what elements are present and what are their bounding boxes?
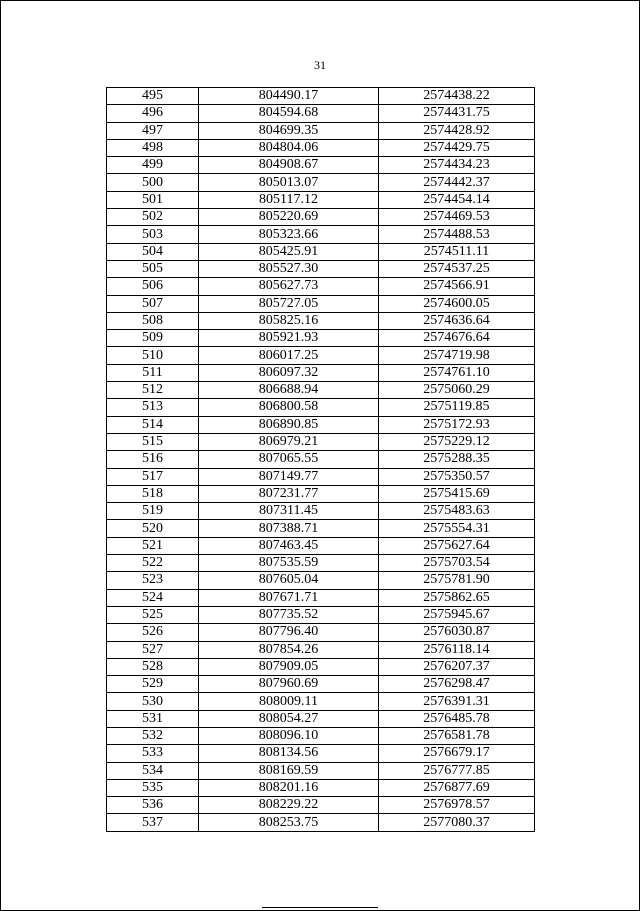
y-coordinate-cell: 2576679.17 <box>379 745 535 762</box>
y-coordinate-cell: 2575554.31 <box>379 520 535 537</box>
point-number-cell: 515 <box>107 433 199 450</box>
point-number-cell: 518 <box>107 485 199 502</box>
table-row <box>107 105 535 122</box>
x-coordinate-cell: 808201.16 <box>199 779 379 796</box>
point-number-cell: 499 <box>107 157 199 174</box>
x-coordinate-cell: 807960.69 <box>199 676 379 693</box>
y-coordinate-cell: 2575288.35 <box>379 451 535 468</box>
x-coordinate-cell: 807909.05 <box>199 658 379 675</box>
x-coordinate-cell: 808253.75 <box>199 814 379 831</box>
y-coordinate-cell: 2575229.12 <box>379 433 535 450</box>
point-number-cell: 528 <box>107 658 199 675</box>
x-coordinate-cell: 805013.07 <box>199 174 379 191</box>
y-coordinate-cell: 2574469.53 <box>379 209 535 226</box>
point-number-cell: 513 <box>107 399 199 416</box>
point-number-cell: 520 <box>107 520 199 537</box>
table-row <box>107 814 535 831</box>
coordinates-table-body <box>107 88 535 832</box>
x-coordinate-cell: 808054.27 <box>199 710 379 727</box>
x-coordinate-cell: 806890.85 <box>199 416 379 433</box>
point-number-cell: 519 <box>107 503 199 520</box>
point-number-cell: 525 <box>107 606 199 623</box>
table-row <box>107 347 535 364</box>
table-row <box>107 641 535 658</box>
table-row <box>107 658 535 675</box>
table-row <box>107 606 535 623</box>
y-coordinate-cell: 2576581.78 <box>379 727 535 744</box>
y-coordinate-cell: 2575350.57 <box>379 468 535 485</box>
x-coordinate-cell: 805323.66 <box>199 226 379 243</box>
y-coordinate-cell: 2574454.14 <box>379 191 535 208</box>
y-coordinate-cell: 2574600.05 <box>379 295 535 312</box>
y-coordinate-cell: 2574511.11 <box>379 243 535 260</box>
y-coordinate-cell: 2574566.91 <box>379 278 535 295</box>
x-coordinate-cell: 804699.35 <box>199 122 379 139</box>
y-coordinate-cell: 2576030.87 <box>379 624 535 641</box>
point-number-cell: 496 <box>107 105 199 122</box>
y-coordinate-cell: 2575781.90 <box>379 572 535 589</box>
x-coordinate-cell: 807735.52 <box>199 606 379 623</box>
x-coordinate-cell: 807311.45 <box>199 503 379 520</box>
point-number-cell: 510 <box>107 347 199 364</box>
point-number-cell: 514 <box>107 416 199 433</box>
table-row <box>107 278 535 295</box>
table-row <box>107 226 535 243</box>
table-row <box>107 468 535 485</box>
x-coordinate-cell: 804490.17 <box>199 88 379 105</box>
y-coordinate-cell: 2576978.57 <box>379 797 535 814</box>
table-row <box>107 209 535 226</box>
table-row <box>107 589 535 606</box>
table-row <box>107 797 535 814</box>
point-number-cell: 532 <box>107 727 199 744</box>
point-number-cell: 524 <box>107 589 199 606</box>
x-coordinate-cell: 807231.77 <box>199 485 379 502</box>
point-number-cell: 516 <box>107 451 199 468</box>
table-row <box>107 572 535 589</box>
y-coordinate-cell: 2574719.98 <box>379 347 535 364</box>
y-coordinate-cell: 2574676.64 <box>379 330 535 347</box>
table-row <box>107 555 535 572</box>
point-number-cell: 507 <box>107 295 199 312</box>
y-coordinate-cell: 2574537.25 <box>379 260 535 277</box>
point-number-cell: 509 <box>107 330 199 347</box>
x-coordinate-cell: 804804.06 <box>199 139 379 156</box>
point-number-cell: 521 <box>107 537 199 554</box>
x-coordinate-cell: 807149.77 <box>199 468 379 485</box>
table-row <box>107 503 535 520</box>
y-coordinate-cell: 2576207.37 <box>379 658 535 675</box>
point-number-cell: 495 <box>107 88 199 105</box>
point-number-cell: 533 <box>107 745 199 762</box>
y-coordinate-cell: 2576485.78 <box>379 710 535 727</box>
x-coordinate-cell: 807605.04 <box>199 572 379 589</box>
x-coordinate-cell: 806688.94 <box>199 382 379 399</box>
y-coordinate-cell: 2576877.69 <box>379 779 535 796</box>
point-number-cell: 522 <box>107 555 199 572</box>
table-row <box>107 243 535 260</box>
table-row <box>107 537 535 554</box>
table-row <box>107 485 535 502</box>
bottom-edge-mark <box>262 907 378 908</box>
point-number-cell: 511 <box>107 364 199 381</box>
x-coordinate-cell: 804594.68 <box>199 105 379 122</box>
table-row <box>107 364 535 381</box>
table-row <box>107 624 535 641</box>
x-coordinate-cell: 807535.59 <box>199 555 379 572</box>
y-coordinate-cell: 2576118.14 <box>379 641 535 658</box>
point-number-cell: 537 <box>107 814 199 831</box>
x-coordinate-cell: 805727.05 <box>199 295 379 312</box>
y-coordinate-cell: 2575060.29 <box>379 382 535 399</box>
x-coordinate-cell: 806017.25 <box>199 347 379 364</box>
y-coordinate-cell: 2575703.54 <box>379 555 535 572</box>
point-number-cell: 536 <box>107 797 199 814</box>
point-number-cell: 531 <box>107 710 199 727</box>
x-coordinate-cell: 807796.40 <box>199 624 379 641</box>
y-coordinate-cell: 2574761.10 <box>379 364 535 381</box>
point-number-cell: 534 <box>107 762 199 779</box>
table-row <box>107 312 535 329</box>
x-coordinate-cell: 807388.71 <box>199 520 379 537</box>
point-number-cell: 512 <box>107 382 199 399</box>
point-number-cell: 530 <box>107 693 199 710</box>
table-row <box>107 727 535 744</box>
x-coordinate-cell: 808229.22 <box>199 797 379 814</box>
y-coordinate-cell: 2574442.37 <box>379 174 535 191</box>
y-coordinate-cell: 2575415.69 <box>379 485 535 502</box>
table-row <box>107 122 535 139</box>
table-row <box>107 191 535 208</box>
x-coordinate-cell: 808134.56 <box>199 745 379 762</box>
x-coordinate-cell: 808096.10 <box>199 727 379 744</box>
table-row <box>107 710 535 727</box>
y-coordinate-cell: 2574636.64 <box>379 312 535 329</box>
x-coordinate-cell: 805527.30 <box>199 260 379 277</box>
y-coordinate-cell: 2575483.63 <box>379 503 535 520</box>
table-row <box>107 779 535 796</box>
table-row <box>107 745 535 762</box>
point-number-cell: 535 <box>107 779 199 796</box>
table-row <box>107 762 535 779</box>
x-coordinate-cell: 806800.58 <box>199 399 379 416</box>
point-number-cell: 527 <box>107 641 199 658</box>
x-coordinate-cell: 804908.67 <box>199 157 379 174</box>
table-row <box>107 295 535 312</box>
table-row <box>107 433 535 450</box>
table-row <box>107 676 535 693</box>
x-coordinate-cell: 805425.91 <box>199 243 379 260</box>
point-number-cell: 500 <box>107 174 199 191</box>
x-coordinate-cell: 806097.32 <box>199 364 379 381</box>
table-row <box>107 520 535 537</box>
x-coordinate-cell: 805627.73 <box>199 278 379 295</box>
point-number-cell: 497 <box>107 122 199 139</box>
y-coordinate-cell: 2575862.65 <box>379 589 535 606</box>
table-row <box>107 260 535 277</box>
y-coordinate-cell: 2576777.85 <box>379 762 535 779</box>
coordinates-table <box>106 87 535 832</box>
x-coordinate-cell: 805220.69 <box>199 209 379 226</box>
y-coordinate-cell: 2576391.31 <box>379 693 535 710</box>
table-row <box>107 693 535 710</box>
y-coordinate-cell: 2575627.64 <box>379 537 535 554</box>
table-row <box>107 399 535 416</box>
point-number-cell: 504 <box>107 243 199 260</box>
y-coordinate-cell: 2574429.75 <box>379 139 535 156</box>
y-coordinate-cell: 2574438.22 <box>379 88 535 105</box>
point-number-cell: 503 <box>107 226 199 243</box>
y-coordinate-cell: 2576298.47 <box>379 676 535 693</box>
y-coordinate-cell: 2574428.92 <box>379 122 535 139</box>
y-coordinate-cell: 2575172.93 <box>379 416 535 433</box>
page-number: 31 <box>314 58 326 72</box>
table-row <box>107 330 535 347</box>
point-number-cell: 526 <box>107 624 199 641</box>
y-coordinate-cell: 2575119.85 <box>379 399 535 416</box>
y-coordinate-cell: 2574488.53 <box>379 226 535 243</box>
table-row <box>107 451 535 468</box>
point-number-cell: 505 <box>107 260 199 277</box>
x-coordinate-cell: 807065.55 <box>199 451 379 468</box>
point-number-cell: 508 <box>107 312 199 329</box>
table-row <box>107 139 535 156</box>
x-coordinate-cell: 807671.71 <box>199 589 379 606</box>
point-number-cell: 517 <box>107 468 199 485</box>
y-coordinate-cell: 2577080.37 <box>379 814 535 831</box>
table-row <box>107 416 535 433</box>
x-coordinate-cell: 806979.21 <box>199 433 379 450</box>
point-number-cell: 501 <box>107 191 199 208</box>
point-number-cell: 498 <box>107 139 199 156</box>
y-coordinate-cell: 2575945.67 <box>379 606 535 623</box>
y-coordinate-cell: 2574431.75 <box>379 105 535 122</box>
point-number-cell: 506 <box>107 278 199 295</box>
y-coordinate-cell: 2574434.23 <box>379 157 535 174</box>
x-coordinate-cell: 805117.12 <box>199 191 379 208</box>
table-row <box>107 382 535 399</box>
x-coordinate-cell: 807463.45 <box>199 537 379 554</box>
x-coordinate-cell: 807854.26 <box>199 641 379 658</box>
x-coordinate-cell: 808009.11 <box>199 693 379 710</box>
point-number-cell: 523 <box>107 572 199 589</box>
x-coordinate-cell: 805921.93 <box>199 330 379 347</box>
x-coordinate-cell: 808169.59 <box>199 762 379 779</box>
table-row <box>107 157 535 174</box>
table-row <box>107 174 535 191</box>
point-number-cell: 529 <box>107 676 199 693</box>
point-number-cell: 502 <box>107 209 199 226</box>
x-coordinate-cell: 805825.16 <box>199 312 379 329</box>
table-row <box>107 88 535 105</box>
